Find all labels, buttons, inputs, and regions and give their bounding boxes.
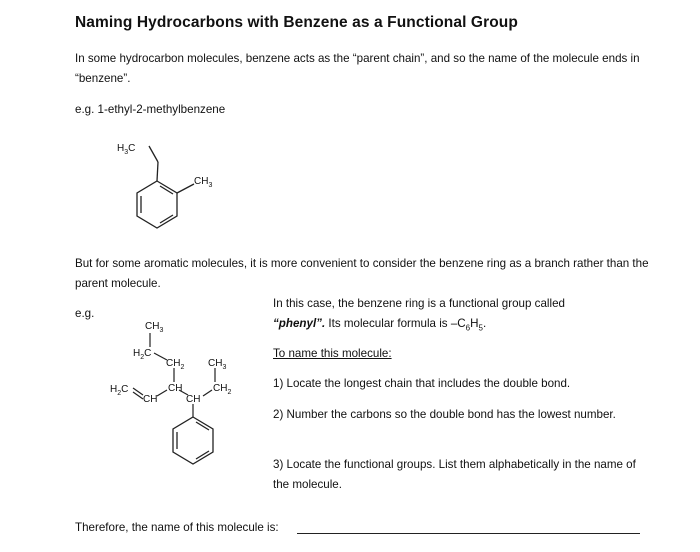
methyl-bond xyxy=(177,184,194,193)
formula-sub-5: 5 xyxy=(478,323,483,333)
ch2-right-label: $CH_2$ xyxy=(213,383,232,396)
h2c-left-label: $H_2C$ xyxy=(110,384,129,397)
example-2-label: e.g. xyxy=(75,307,95,320)
h2c-upper-label: $H_2C$ xyxy=(133,348,152,361)
ethyl-bond-1 xyxy=(149,146,158,162)
phenyl-description xyxy=(273,294,653,338)
structure-2-bonds xyxy=(133,333,215,417)
answer-blank-line[interactable] xyxy=(297,533,640,534)
step-3: 3) Locate the functional groups. List them alphabetically in the name of the molecule. xyxy=(273,458,636,491)
ch3-label: $CH_3$ xyxy=(194,176,213,189)
h3c-label: $H_3C$ xyxy=(117,143,136,156)
ethyl-bond-2 xyxy=(157,162,158,181)
formula-end: . xyxy=(482,317,487,330)
formula-sub-6: 6 xyxy=(465,323,471,333)
ch-branch-label: CH xyxy=(186,394,201,405)
step-1: 1) Locate the longest chain that includes the double bond. xyxy=(273,377,571,390)
phenyl-line-1: In this case, the benzene ring is a functional group called xyxy=(273,297,565,310)
branch-paragraph: But for some aromatic molecules, it is more convenient to consider the benzene ring as a branch rather than the parent molecule. xyxy=(75,257,649,290)
formula-text: Its molecular formula is –C xyxy=(325,317,466,330)
formula-h: H xyxy=(470,317,479,330)
ch-lower-label: CH xyxy=(143,394,158,405)
ch-upper-label: CH xyxy=(168,383,183,394)
example-1-label: e.g. 1-ethyl-2-methylbenzene xyxy=(75,103,226,116)
page-title: Naming Hydrocarbons with Benzene as a Functional Group xyxy=(75,14,518,31)
ch3-top-label: $CH_3$ xyxy=(145,321,164,334)
step-2: 2) Number the carbons so the double bond has the lowest number. xyxy=(273,408,616,421)
ch2-mid-label: $CH_2$ xyxy=(166,358,185,371)
final-question: Therefore, the name of this molecule is: xyxy=(75,521,279,534)
benzene-ring-2 xyxy=(173,417,213,464)
benzene-ring-1 xyxy=(137,146,194,228)
to-name-heading: To name this molecule: xyxy=(273,347,392,360)
intro-paragraph: In some hydrocarbon molecules, benzene acts as the “parent chain”, and so the name of the molecule ends in “benzene”. xyxy=(75,52,640,85)
ch3-right-label: $CH_3$ xyxy=(208,358,227,371)
phenyl-term: “phenyl”. xyxy=(273,317,326,330)
